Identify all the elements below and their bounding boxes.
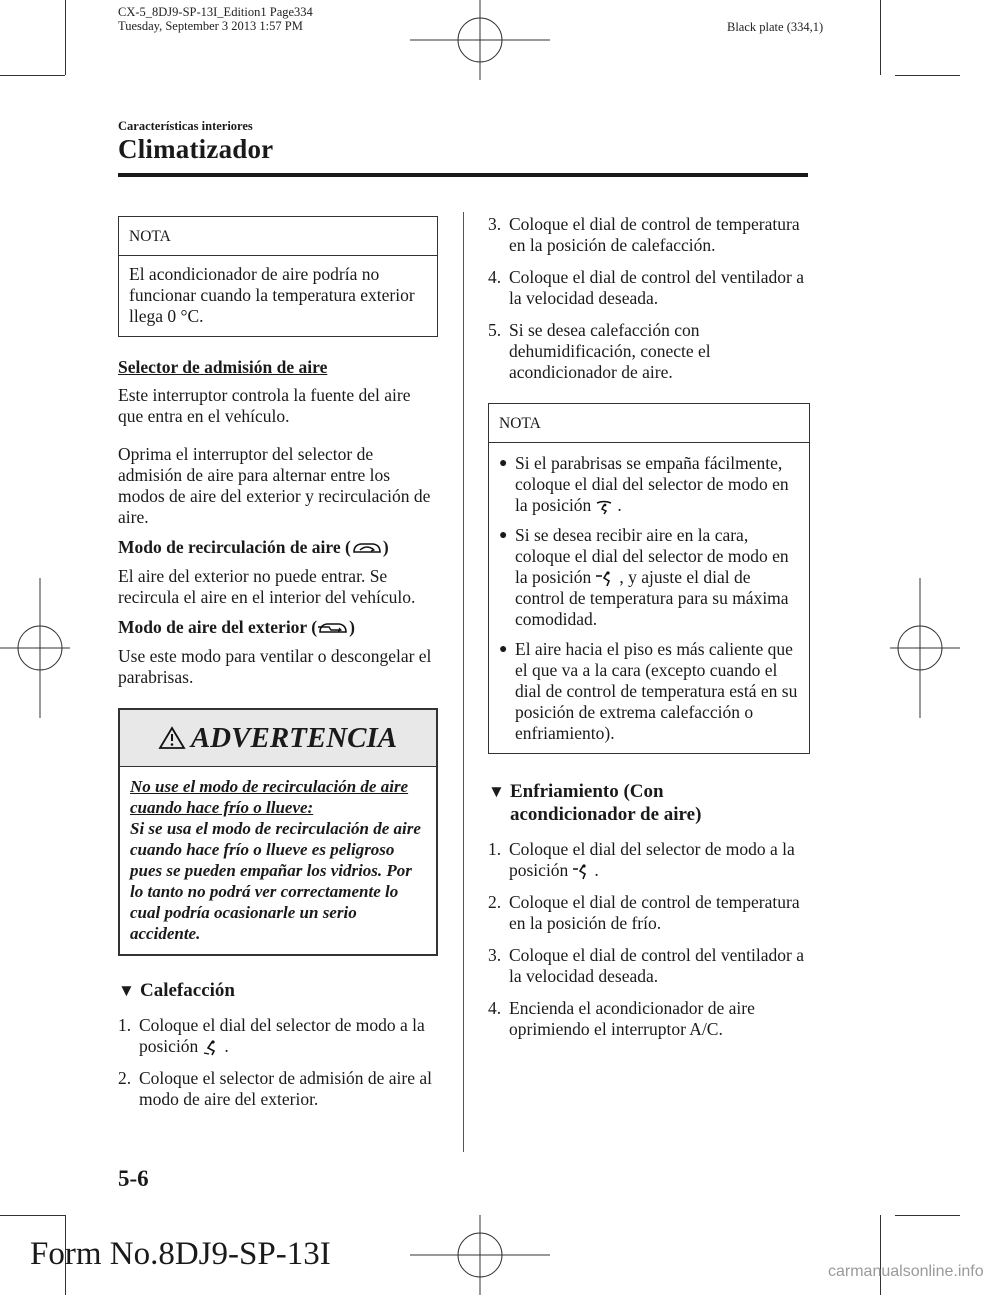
intake-paragraph-2: Oprima el interruptor del selector de admisión de aire para alternar entre los modos de aire del exterior y recirculación de aire. xyxy=(118,444,431,527)
registration-target-left xyxy=(0,578,70,718)
intake-selector-heading: Selector de admisión de aire xyxy=(118,357,328,377)
cooling-step-2: 2. Coloque el dial de control de temperatura en la posición de frío. xyxy=(488,892,800,933)
registration-target-right xyxy=(890,578,960,718)
floor-mode-icon xyxy=(202,1040,220,1056)
intake-paragraph-1: Este interruptor controla la fuente del aire que entra en el vehículo. xyxy=(118,385,411,426)
crop-mark xyxy=(895,75,960,76)
column-divider xyxy=(463,212,464,1152)
warning-triangle-icon xyxy=(159,726,185,750)
heating-step-5: 5. Si se desea calefacción con dehumidificación, conecte el acondicionador de aire. xyxy=(488,320,711,382)
page-title: Climatizador xyxy=(118,134,274,164)
crop-mark xyxy=(880,0,881,75)
cooling-step-3: 3. Coloque el dial de control del ventilador a la velocidad deseada. xyxy=(488,945,804,986)
crop-mark xyxy=(0,75,65,76)
face-mode-icon xyxy=(595,571,615,587)
registration-target-bottom xyxy=(410,1215,550,1295)
heating-steps-continued xyxy=(488,214,810,383)
warning-body xyxy=(120,767,436,954)
note-text: El acondicionador de aire podría no funcionar cuando la temperatura exterior llega 0 °C. xyxy=(129,264,415,326)
cooling-step-4: 4. Encienda el acondicionador de aire oprimiendo el interruptor A/C. xyxy=(488,998,755,1039)
outside-air-mode-icon xyxy=(317,621,349,637)
recirculation-mode-label: Modo de recirculación de aire ( ) xyxy=(118,537,389,557)
left-column xyxy=(118,216,438,1110)
heating-step-4: 4. Coloque el dial de control del ventilador a la velocidad deseada. xyxy=(488,267,804,308)
crop-mark xyxy=(0,1215,65,1216)
print-meta xyxy=(118,5,313,33)
note-label: NOTA xyxy=(119,217,437,256)
note-bullet-3: ● El aire hacia el piso es más caliente que el que va a la cara (excepto cuando el dial de control de temperatura está en su posición de extrema calefacción o enfriamiento). xyxy=(499,639,798,743)
heating-heading: ▼ Calefacción xyxy=(118,980,235,1001)
warning-text: Si se usa el modo de recirculación de aire cuando hace frío o llueve es peligroso pues se pueden empañar los vidrios. Por lo tanto no podrá ver correctamente lo cual podría ocasionarle un serio accidente. xyxy=(130,819,421,943)
crop-mark xyxy=(65,0,66,75)
cooling-heading: ▼ Enfriamiento (Con acondicionador de aire) xyxy=(488,781,702,825)
section-label: Características interiores xyxy=(118,119,253,133)
recirculation-mode-text: El aire del exterior no puede entrar. Se recircula el aire en el interior del vehículo. xyxy=(118,566,416,607)
registration-target-top xyxy=(410,0,550,80)
print-meta-line1: CX-5_8DJ9-SP-13I_Edition1 Page334 xyxy=(118,5,313,19)
right-column xyxy=(488,214,810,1040)
outside-air-mode-label: Modo de aire del exterior ( ) xyxy=(118,617,355,637)
note-box-2 xyxy=(488,403,810,754)
title-rule xyxy=(118,173,808,177)
print-meta-line2: Tuesday, September 3 2013 1:57 PM xyxy=(118,19,303,33)
note-bullet-1: ● Si el parabrisas se empaña fácilmente, coloque el dial del selector de modo en la posición . xyxy=(499,453,789,515)
recirculation-mode-icon xyxy=(351,541,383,557)
note-label-2: NOTA xyxy=(489,404,809,443)
warning-box xyxy=(118,708,438,956)
heating-step-1: 1. Coloque el dial del selector de modo a la posición . xyxy=(118,1015,425,1056)
outside-air-mode-text: Use este modo para ventilar o descongelar el parabrisas. xyxy=(118,646,432,687)
cooling-step-1: 1. Coloque el dial del selector de modo a la posición . xyxy=(488,839,795,880)
plate-label: Black plate (334,1) xyxy=(727,20,824,34)
crop-mark xyxy=(880,1215,881,1295)
warning-underlined-text: No use el modo de recirculación de aire cuando hace frío o llueve: xyxy=(130,777,409,817)
heating-step-3: 3. Coloque el dial de control de temperatura en la posición de calefacción. xyxy=(488,214,800,255)
face-mode-icon xyxy=(572,864,590,880)
page-number: 5-6 xyxy=(118,1166,149,1191)
warning-header xyxy=(120,710,436,767)
form-number: Form No.8DJ9-SP-13I xyxy=(30,1236,331,1272)
defrost-mode-icon xyxy=(595,499,613,515)
section-triangle-icon: ▼ xyxy=(118,981,135,1000)
heating-step-2: 2. Coloque el selector de admisión de aire al modo de aire del exterior. xyxy=(118,1068,433,1109)
note-bullet-2: ● Si se desea recibir aire en la cara, coloque el dial del selector de modo en la posición , y ajuste el dial de control de temperatura para su máxima comodidad. xyxy=(499,525,789,629)
note-box xyxy=(118,216,438,337)
section-triangle-icon: ▼ xyxy=(488,782,505,801)
crop-mark xyxy=(895,1215,960,1216)
warning-title: ADVERTENCIA xyxy=(190,721,398,754)
watermark: carmanualsonline.info xyxy=(828,1263,984,1280)
